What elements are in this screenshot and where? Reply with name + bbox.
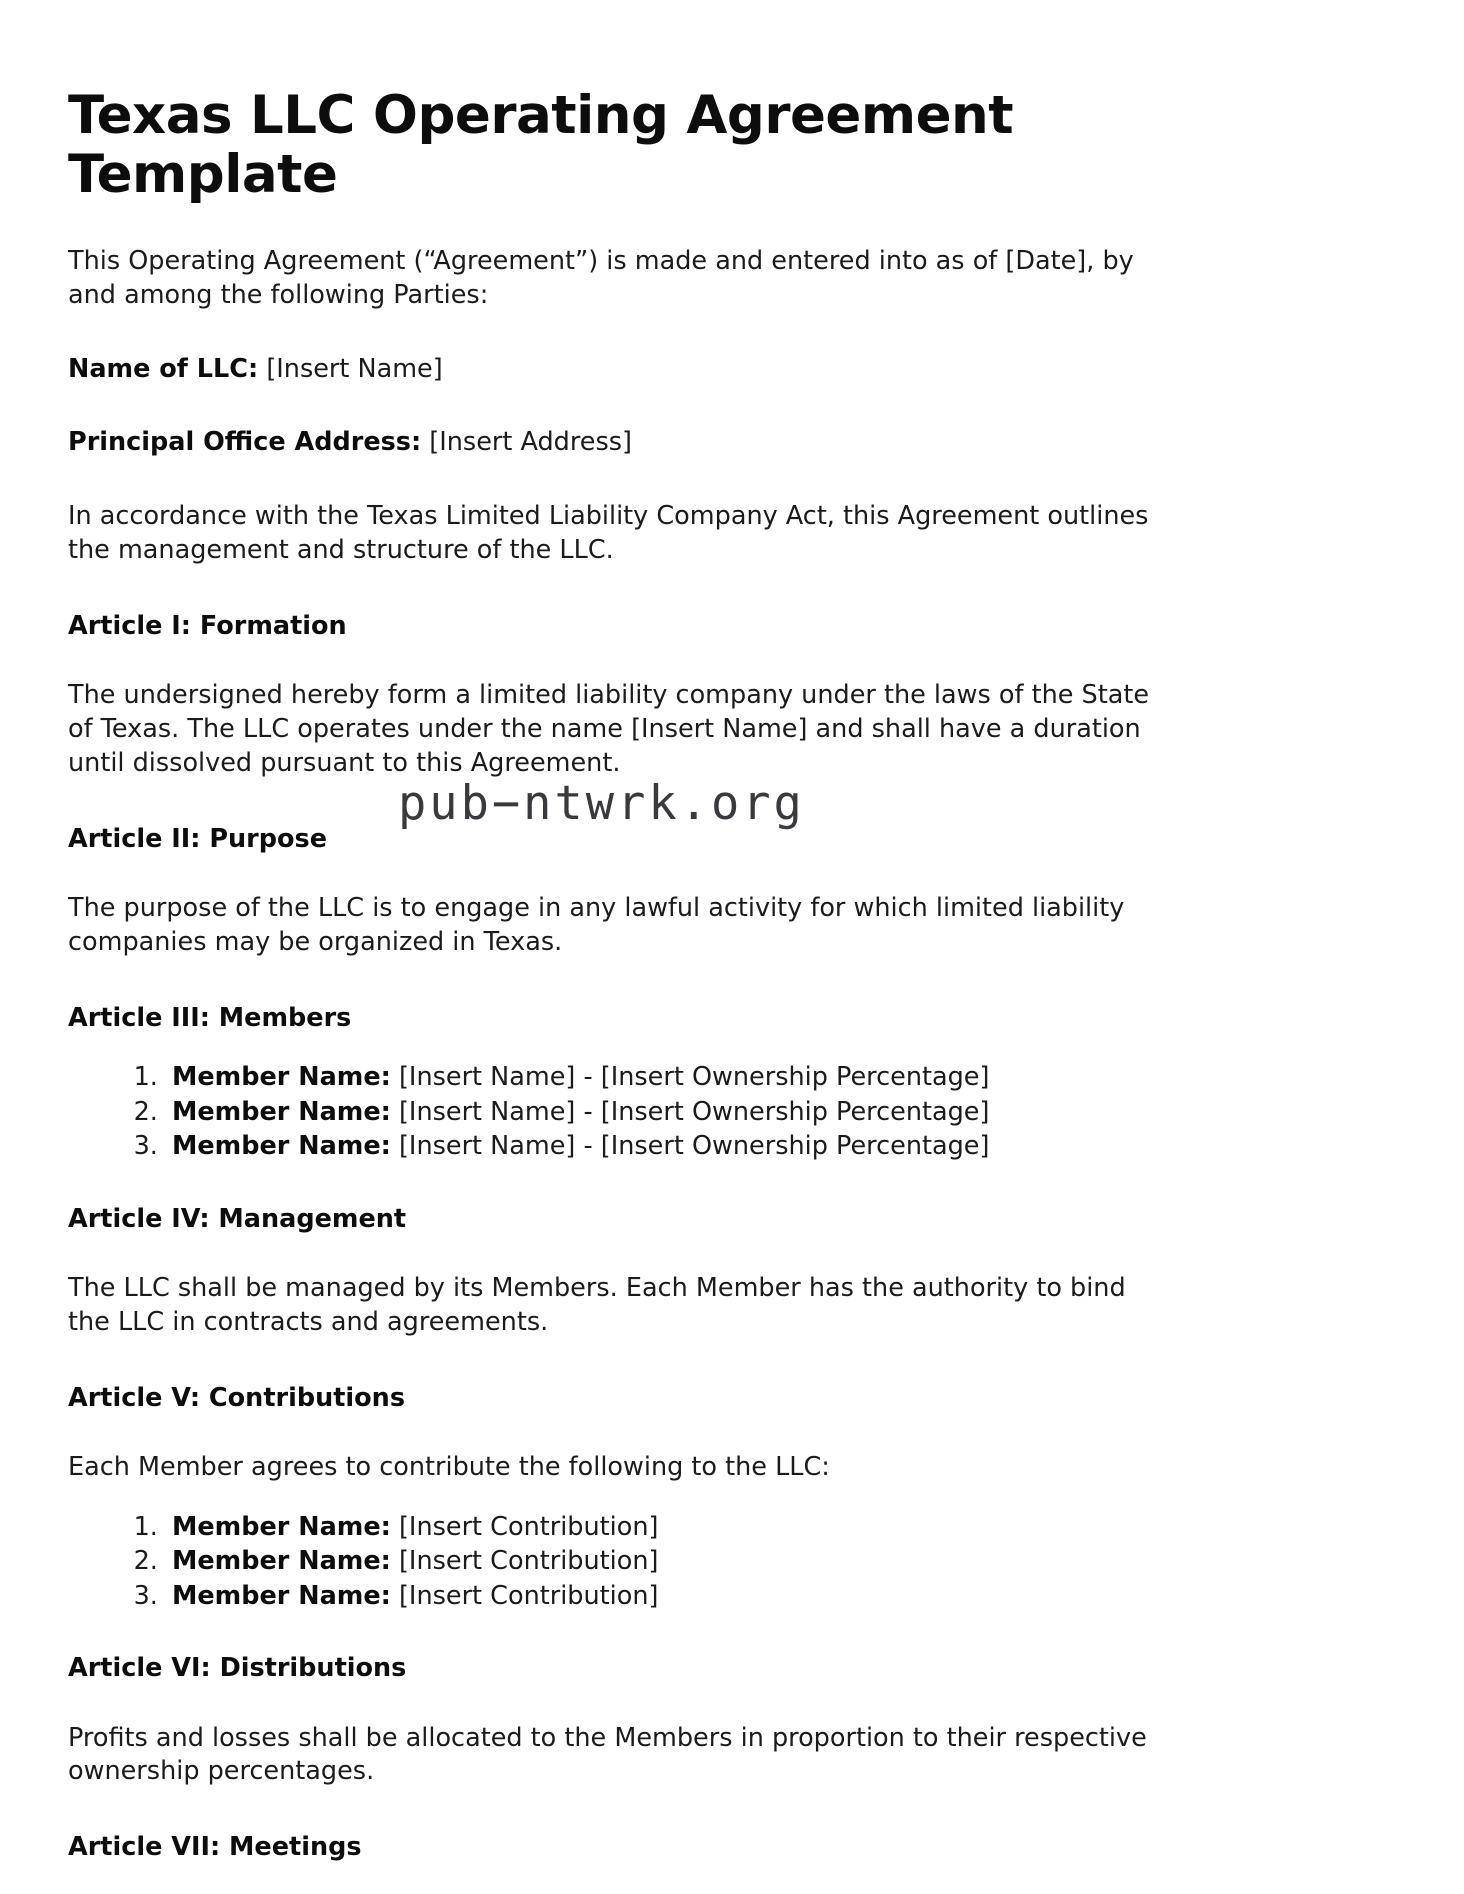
list-item xyxy=(166,1132,1158,1161)
name-of-llc-label: Name of LLC: xyxy=(68,353,259,384)
list-item xyxy=(166,1513,1158,1542)
member-name-label: Member Name: xyxy=(172,1062,391,1093)
list-item xyxy=(166,1547,1158,1576)
name-of-llc-value: [Insert Name] xyxy=(266,353,443,384)
member-name-label: Member Name: xyxy=(172,1546,391,1577)
member-name-value: [Insert Name] - [Insert Ownership Percentage] xyxy=(398,1096,990,1127)
contribution-value: [Insert Contribution] xyxy=(398,1511,659,1542)
list-item xyxy=(166,1063,1158,1092)
document-body xyxy=(68,86,1158,1864)
principal-office-line xyxy=(68,426,1158,460)
members-list xyxy=(68,1063,1158,1161)
article-5-paragraph: Each Member agrees to contribute the following to the LLC: xyxy=(68,1451,830,1482)
member-name-label: Member Name: xyxy=(172,1096,391,1127)
member-name-value: [Insert Name] - [Insert Ownership Percentage] xyxy=(398,1131,990,1162)
article-6-paragraph: Profits and losses shall be allocated to the Members in proportion to their respective ownership percentages. xyxy=(68,1722,1147,1787)
intro-paragraph: This Operating Agreement (“Agreement”) is made and entered into as of [Date], by and among the following Parties: xyxy=(68,245,1134,310)
article-4-paragraph: The LLC shall be managed by its Members. Each Member has the authority to bind the LLC in contracts and agreements. xyxy=(68,1272,1126,1337)
article-2-paragraph: The purpose of the LLC is to engage in any lawful activity for which limited liability companies may be organized in Texas. xyxy=(68,893,1125,958)
article-7-heading: Article VII: Meetings xyxy=(68,1832,362,1863)
article-3-heading: Article III: Members xyxy=(68,1002,352,1033)
contributions-list xyxy=(68,1513,1158,1611)
principal-office-label: Principal Office Address: xyxy=(68,427,422,458)
member-name-label: Member Name: xyxy=(172,1131,391,1162)
list-item xyxy=(166,1582,1158,1611)
name-of-llc-line xyxy=(68,353,1158,387)
contribution-value: [Insert Contribution] xyxy=(398,1546,659,1577)
watermark: pub−ntwrk.org xyxy=(398,776,805,831)
contribution-value: [Insert Contribution] xyxy=(398,1580,659,1611)
article-1-heading: Article I: Formation xyxy=(68,611,347,642)
member-name-label: Member Name: xyxy=(172,1511,391,1542)
member-name-label: Member Name: xyxy=(172,1580,391,1611)
article-4-heading: Article IV: Management xyxy=(68,1203,407,1234)
article-6-heading: Article VI: Distributions xyxy=(68,1653,407,1684)
article-2-heading: Article II: Purpose xyxy=(68,824,327,855)
member-name-value: [Insert Name] - [Insert Ownership Percentage] xyxy=(398,1062,990,1093)
accordance-paragraph: In accordance with the Texas Limited Liability Company Act, this Agreement outlines the management and structure of the LLC. xyxy=(68,501,1149,566)
page-title: Texas LLC Operating Agreement Template xyxy=(68,85,1014,206)
list-item xyxy=(166,1098,1158,1127)
article-1-paragraph: The undersigned hereby form a limited liability company under the laws of the State of Texas. The LLC operates under the name [Insert Name] and shall have a duration until dissolved pursuant to this Agreement. xyxy=(68,680,1150,779)
article-5-heading: Article V: Contributions xyxy=(68,1382,406,1413)
principal-office-value: [Insert Address] xyxy=(429,427,632,458)
